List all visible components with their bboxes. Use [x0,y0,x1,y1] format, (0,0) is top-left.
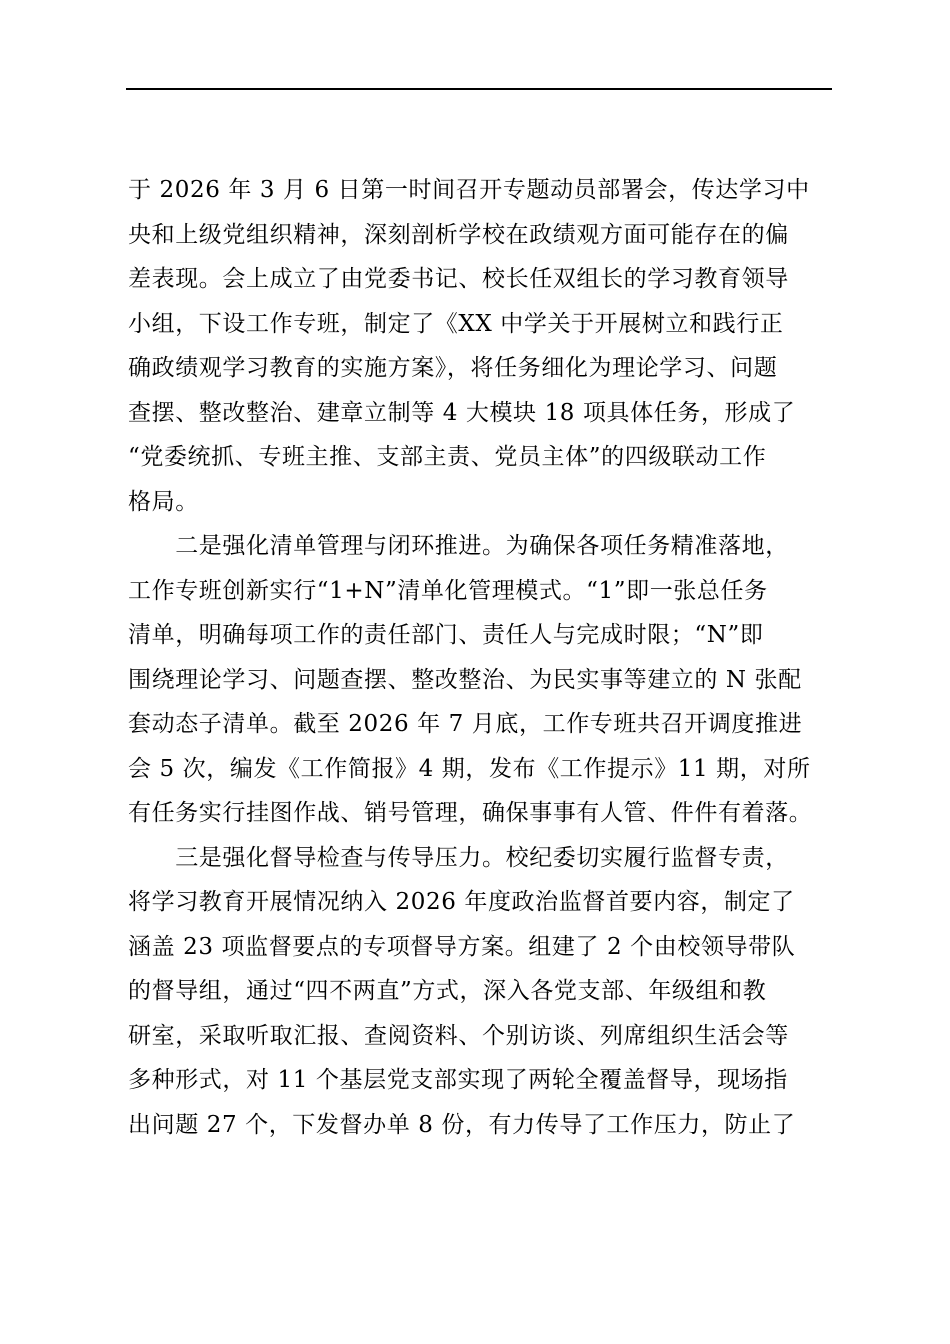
text-line: 确政绩观学习教育的实施方案》，将任务细化为理论学习、问题 [128,355,778,381]
text-line: 套动态子清单。截至 2026 年 7 月底，工作专班共召开调度推进 [128,711,803,737]
text-line: 于 2026 年 3 月 6 日第一时间召开专题动员部署会，传达学习中 [128,177,810,203]
text-line: 将学习教育开展情况纳入 2026 年度政治监督首要内容，制定了 [128,889,795,915]
text-line: 多种形式，对 11 个基层党支部实现了两轮全覆盖督导，现场指 [128,1067,788,1093]
text-line: 出问题 27 个，下发督办单 8 份，有力传导了工作压力，防止了 [128,1111,796,1138]
text-line: 三是强化督导检查与传导压力。校纪委切实履行监督专责， [128,844,789,871]
text-line: 研室，采取听取汇报、查阅资料、个别访谈、列席组织生活会等 [128,1022,789,1049]
text-line: 围绕理论学习、问题查摆、整改整治、为民实事等建立的 N 张配 [128,666,802,693]
text-line: 有任务实行挂图作战、销号管理，确保事事有人管、件件有着落。 [128,800,813,826]
header-rule [126,88,832,90]
body-text [128,168,834,1147]
text-line: 涵盖 23 项监督要点的专项督导方案。组建了 2 个由校领导带队 [128,933,796,960]
text-line: 清单，明确每项工作的责任部门、责任人与完成时限；“N”即 [128,622,764,648]
text-line: 工作专班创新实行“1+N”清单化管理模式。“1”即一张总任务 [128,577,768,604]
text-line: 的督导组，通过“四不两直”方式，深入各党支部、年级组和教 [128,978,767,1004]
text-line: 小组，下设工作专班，制定了《XX 中学关于开展树立和践行正 [128,310,784,337]
text-line: “党委统抓、专班主推、支部主责、党员主体”的四级联动工作 [128,444,767,470]
text-line: 央和上级党组织精神，深刻剖析学校在政绩观方面可能存在的偏 [128,221,789,248]
text-line: 差表现。会上成立了由党委书记、校长任双组长的学习教育领导 [128,266,789,292]
text-line: 二是强化清单管理与闭环推进。为确保各项任务精准落地， [128,533,789,559]
text-line: 格局。 [128,488,199,515]
text-line: 查摆、整改整治、建章立制等 4 大模块 18 项具体任务，形成了 [128,399,796,426]
text-line: 会 5 次，编发《工作简报》4 期，发布《工作提示》11 期，对所 [128,755,811,782]
